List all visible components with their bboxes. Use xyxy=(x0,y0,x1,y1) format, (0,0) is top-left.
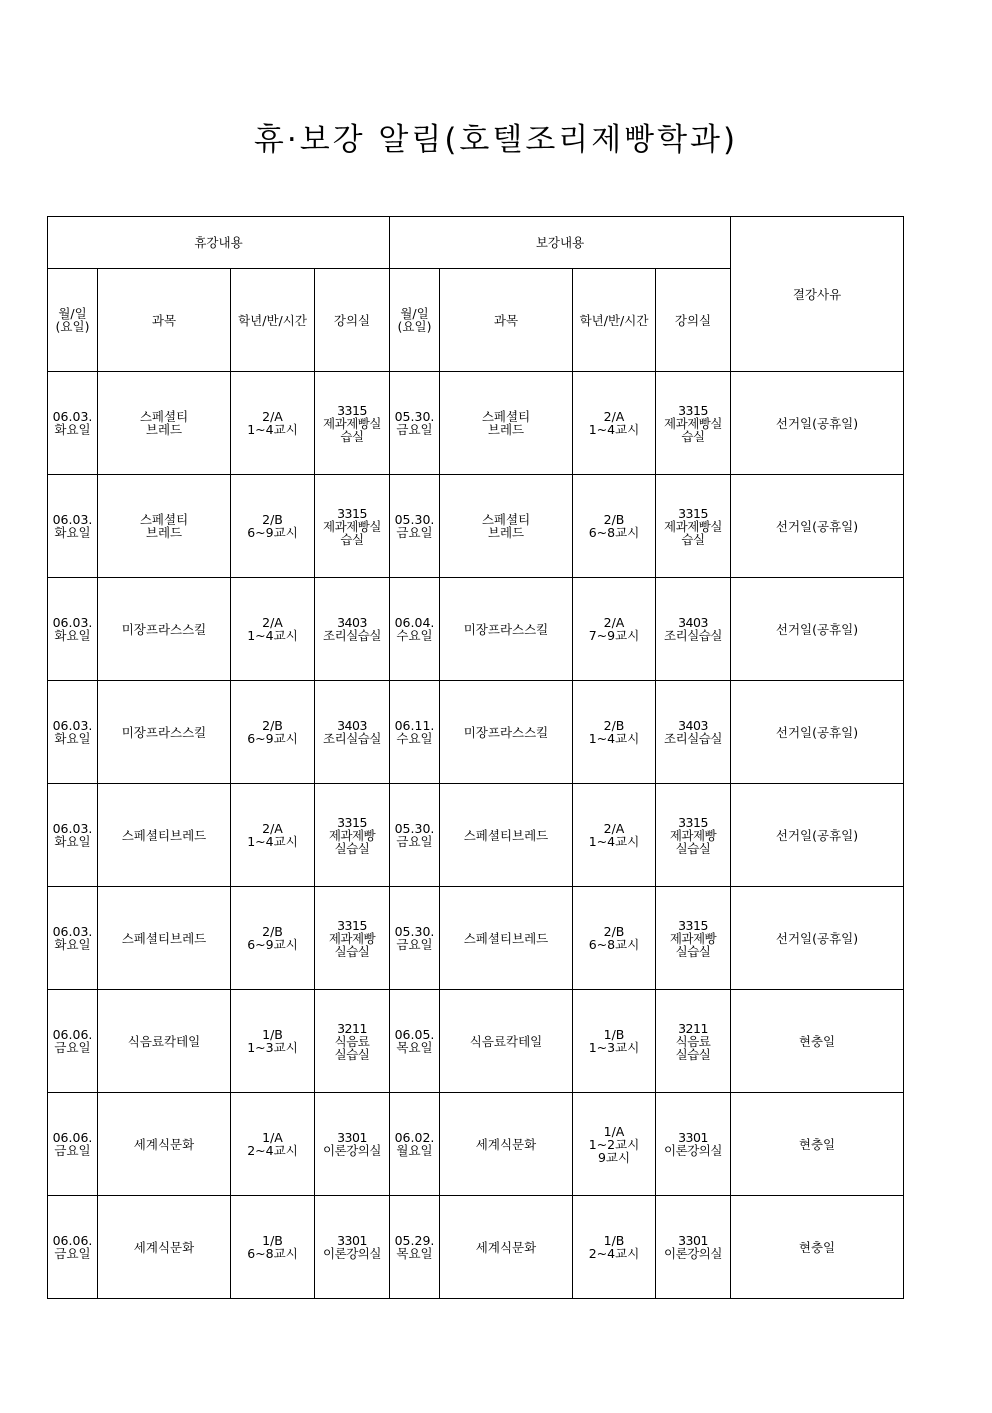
makeup-subject: 스페셜티 브레드 xyxy=(440,372,573,475)
cancel-subject: 세계식문화 xyxy=(98,1093,231,1196)
reason: 현충일 xyxy=(731,1196,904,1299)
makeup-subject: 스페셜티 브레드 xyxy=(440,475,573,578)
cancel-room: 3315 제과제빵 실습실 xyxy=(315,784,390,887)
cancel-gct: 1/B 6~8교시 xyxy=(231,1196,315,1299)
cancel-gct-header: 학년/반/시간 xyxy=(231,269,315,372)
table-row xyxy=(48,887,904,990)
cancel-gct: 2/A 1~4교시 xyxy=(231,372,315,475)
cancel-room-header: 강의실 xyxy=(315,269,390,372)
table-row xyxy=(48,1196,904,1299)
makeup-room: 3315 제과제빵 실습실 xyxy=(656,887,731,990)
makeup-gct-header: 학년/반/시간 xyxy=(573,269,656,372)
makeup-gct: 2/A 1~4교시 xyxy=(573,784,656,887)
makeup-room: 3315 제과제빵실 습실 xyxy=(656,475,731,578)
cancel-gct: 2/A 1~4교시 xyxy=(231,784,315,887)
cancel-date: 06.03. 화요일 xyxy=(48,784,98,887)
makeup-gct: 1/B 1~3교시 xyxy=(573,990,656,1093)
reason-header: 결강사유 xyxy=(731,217,904,372)
makeup-gct: 2/B 1~4교시 xyxy=(573,681,656,784)
cancel-room: 3315 제과제빵 실습실 xyxy=(315,887,390,990)
cancel-date: 06.03. 화요일 xyxy=(48,681,98,784)
reason: 선거일(공휴일) xyxy=(731,784,904,887)
makeup-gct: 2/A 1~4교시 xyxy=(573,372,656,475)
reason: 선거일(공휴일) xyxy=(731,578,904,681)
cancel-gct: 2/B 6~9교시 xyxy=(231,887,315,990)
makeup-gct: 2/B 6~8교시 xyxy=(573,887,656,990)
makeup-room: 3301 이론강의실 xyxy=(656,1093,731,1196)
makeup-date: 05.30. 금요일 xyxy=(390,475,440,578)
makeup-gct: 2/A 7~9교시 xyxy=(573,578,656,681)
cancel-date-header: 월/일 (요일) xyxy=(48,269,98,372)
cancel-gct: 1/A 2~4교시 xyxy=(231,1093,315,1196)
makeup-date: 05.30. 금요일 xyxy=(390,887,440,990)
cancel-gct: 1/B 1~3교시 xyxy=(231,990,315,1093)
makeup-room: 3211 식음료 실습실 xyxy=(656,990,731,1093)
makeup-subject: 미장프라스스킬 xyxy=(440,681,573,784)
makeup-date: 05.29. 목요일 xyxy=(390,1196,440,1299)
cancel-subject: 세계식문화 xyxy=(98,1196,231,1299)
makeup-date: 06.05. 목요일 xyxy=(390,990,440,1093)
cancel-room: 3301 이론강의실 xyxy=(315,1196,390,1299)
makeup-group-header: 보강내용 xyxy=(390,217,731,269)
makeup-room-header: 강의실 xyxy=(656,269,731,372)
cancel-subject: 식음료칵테일 xyxy=(98,990,231,1093)
cancel-date: 06.03. 화요일 xyxy=(48,475,98,578)
cancel-subject: 스페셜티 브레드 xyxy=(98,475,231,578)
reason: 선거일(공휴일) xyxy=(731,681,904,784)
cancel-subject: 스페셜티브레드 xyxy=(98,784,231,887)
cancel-date: 06.06. 금요일 xyxy=(48,1196,98,1299)
cancel-subject: 스페셜티 브레드 xyxy=(98,372,231,475)
makeup-date: 05.30. 금요일 xyxy=(390,784,440,887)
makeup-room: 3315 제과제빵 실습실 xyxy=(656,784,731,887)
table-row xyxy=(48,475,904,578)
table-row xyxy=(48,578,904,681)
cancel-date: 06.03. 화요일 xyxy=(48,372,98,475)
cancel-date: 06.03. 화요일 xyxy=(48,887,98,990)
reason: 현충일 xyxy=(731,1093,904,1196)
cancel-date: 06.03. 화요일 xyxy=(48,578,98,681)
makeup-subject: 식음료칵테일 xyxy=(440,990,573,1093)
schedule-table xyxy=(47,216,904,1299)
makeup-gct: 2/B 6~8교시 xyxy=(573,475,656,578)
cancel-subject: 스페셜티브레드 xyxy=(98,887,231,990)
makeup-room: 3403 조리실습실 xyxy=(656,578,731,681)
table-row xyxy=(48,681,904,784)
page-title: 휴·보강 알림(호텔조리제빵학과) xyxy=(253,122,739,158)
makeup-date: 06.04. 수요일 xyxy=(390,578,440,681)
cancel-room: 3301 이론강의실 xyxy=(315,1093,390,1196)
makeup-subject: 미장프라스스킬 xyxy=(440,578,573,681)
table-row xyxy=(48,784,904,887)
makeup-subject-header: 과목 xyxy=(440,269,573,372)
makeup-subject: 스페셜티브레드 xyxy=(440,784,573,887)
table-row xyxy=(48,990,904,1093)
makeup-room: 3403 조리실습실 xyxy=(656,681,731,784)
makeup-gct: 1/A 1~2교시 9교시 xyxy=(573,1093,656,1196)
makeup-subject: 세계식문화 xyxy=(440,1093,573,1196)
cancel-group-header: 휴강내용 xyxy=(48,217,390,269)
makeup-date: 05.30. 금요일 xyxy=(390,372,440,475)
makeup-subject: 세계식문화 xyxy=(440,1196,573,1299)
reason: 선거일(공휴일) xyxy=(731,887,904,990)
reason: 현충일 xyxy=(731,990,904,1093)
cancel-subject: 미장프라스스킬 xyxy=(98,681,231,784)
reason: 선거일(공휴일) xyxy=(731,372,904,475)
makeup-subject: 스페셜티브레드 xyxy=(440,887,573,990)
makeup-room: 3301 이론강의실 xyxy=(656,1196,731,1299)
makeup-date: 06.11. 수요일 xyxy=(390,681,440,784)
makeup-gct: 1/B 2~4교시 xyxy=(573,1196,656,1299)
table-row xyxy=(48,1093,904,1196)
cancel-room: 3315 제과제빵실 습실 xyxy=(315,372,390,475)
cancel-date: 06.06. 금요일 xyxy=(48,990,98,1093)
makeup-date-header: 월/일 (요일) xyxy=(390,269,440,372)
cancel-gct: 2/A 1~4교시 xyxy=(231,578,315,681)
cancel-date: 06.06. 금요일 xyxy=(48,1093,98,1196)
cancel-gct: 2/B 6~9교시 xyxy=(231,475,315,578)
cancel-gct: 2/B 6~9교시 xyxy=(231,681,315,784)
cancel-room: 3403 조리실습실 xyxy=(315,578,390,681)
makeup-date: 06.02. 월요일 xyxy=(390,1093,440,1196)
cancel-room: 3403 조리실습실 xyxy=(315,681,390,784)
cancel-room: 3211 식음료 실습실 xyxy=(315,990,390,1093)
reason: 선거일(공휴일) xyxy=(731,475,904,578)
cancel-subject-header: 과목 xyxy=(98,269,231,372)
cancel-subject: 미장프라스스킬 xyxy=(98,578,231,681)
table-row xyxy=(48,372,904,475)
cancel-room: 3315 제과제빵실 습실 xyxy=(315,475,390,578)
makeup-room: 3315 제과제빵실 습실 xyxy=(656,372,731,475)
